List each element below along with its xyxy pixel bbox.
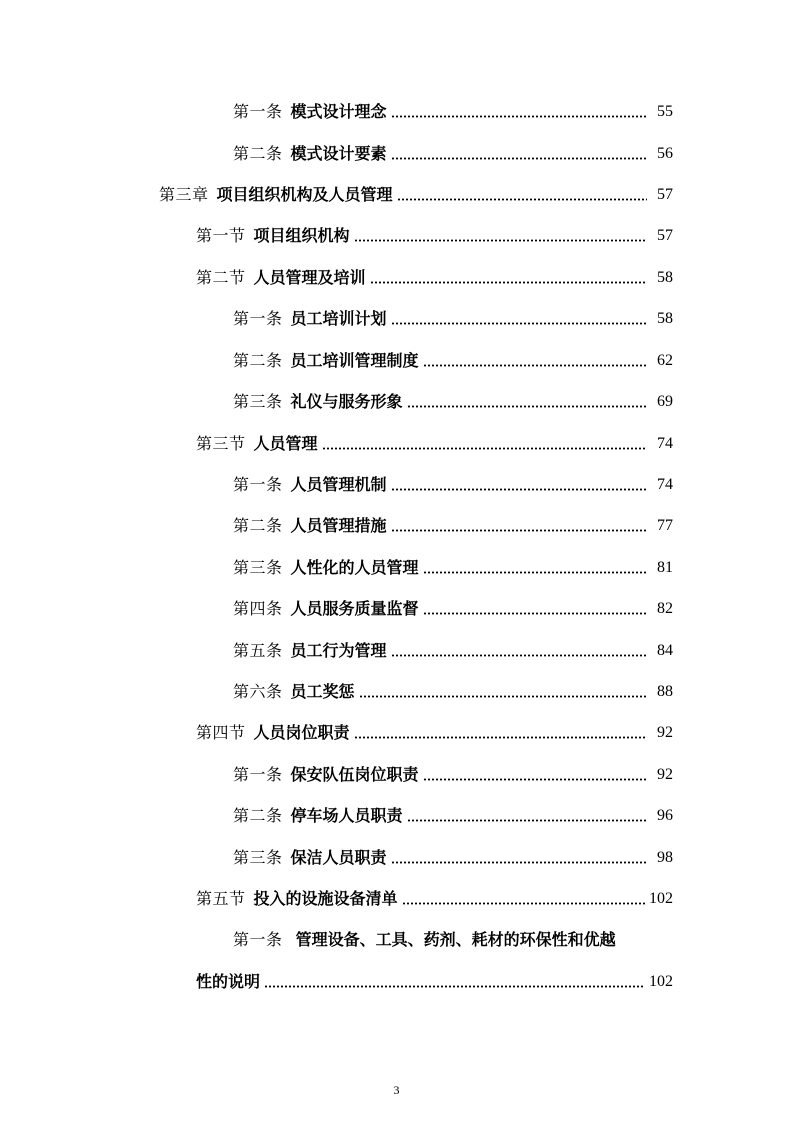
toc-entry-page: 92 — [657, 724, 673, 741]
dot-leader — [423, 364, 647, 367]
dot-leader — [423, 612, 647, 615]
toc-entry-section[interactable] — [196, 262, 673, 288]
dot-leader — [423, 571, 647, 574]
toc-entry-number: 第二条 — [233, 516, 283, 535]
dot-leader — [391, 488, 647, 491]
toc-entry-page: 69 — [657, 393, 673, 410]
toc-entry-number: 第一节 — [196, 226, 246, 245]
toc-entry-title: 保洁人员职责 — [290, 848, 387, 867]
toc-entry-title: 人性化的人员管理 — [290, 558, 419, 577]
toc-entry[interactable] — [233, 800, 673, 826]
toc-entry[interactable] — [233, 138, 673, 164]
toc-entry-number: 第四节 — [196, 723, 246, 742]
toc-entry-title: 员工奖惩 — [290, 682, 355, 701]
toc-entry-chapter[interactable] — [159, 179, 673, 205]
toc-entry-page: 57 — [657, 227, 673, 244]
toc-entry-number: 第一条 — [233, 102, 283, 121]
toc-entry-section[interactable] — [196, 428, 673, 454]
toc-entry-number: 第一条 — [233, 765, 283, 784]
toc-entry-title: 项目组织机构 — [253, 226, 350, 245]
toc-entry-wrapped-continuation[interactable] — [196, 966, 673, 992]
toc-entry-number: 第二节 — [196, 268, 246, 287]
page-number: 3 — [393, 1083, 400, 1097]
toc-entry-number: 第六条 — [233, 682, 283, 701]
toc-entry-title: 人员管理机制 — [290, 475, 387, 494]
dot-leader — [264, 985, 645, 988]
toc-entry[interactable] — [233, 842, 673, 868]
dot-leader — [322, 447, 647, 450]
toc-entry-title: 人员服务质量监督 — [290, 599, 419, 618]
toc-entry-page: 58 — [657, 310, 673, 327]
dot-leader — [402, 902, 645, 905]
toc-entry-section[interactable] — [196, 220, 673, 246]
toc-entry-page: 82 — [657, 600, 673, 617]
dot-leader — [391, 861, 647, 864]
toc-entry-page: 102 — [649, 890, 673, 907]
toc-entry-number: 第三条 — [233, 558, 283, 577]
toc-entry-title: 礼仪与服务形象 — [290, 392, 403, 411]
toc-entry-title: 人员岗位职责 — [253, 723, 350, 742]
toc-entry-number: 第一条 — [233, 930, 283, 949]
toc-entry[interactable] — [233, 635, 673, 661]
toc-entry-title: 员工培训计划 — [290, 309, 387, 328]
toc-entry-title: 员工培训管理制度 — [290, 351, 419, 370]
toc-entry[interactable] — [233, 303, 673, 329]
toc-entry-section[interactable] — [196, 883, 673, 909]
toc-entry-page: 55 — [657, 103, 673, 120]
toc-entry-page: 56 — [657, 145, 673, 162]
toc-entry-section[interactable] — [196, 717, 673, 743]
dot-leader — [391, 157, 647, 160]
dot-leader — [391, 529, 647, 532]
toc-entry-number: 第三条 — [233, 848, 283, 867]
toc-entry-title: 投入的设施设备清单 — [253, 889, 398, 908]
toc-entry-wrapped-first-line[interactable] — [233, 930, 616, 950]
toc-entry-number: 第五节 — [196, 889, 246, 908]
toc-entry-page: 88 — [657, 683, 673, 700]
toc-entry[interactable] — [233, 469, 673, 495]
toc-entry-number: 第三章 — [159, 185, 209, 204]
toc-entry-title: 人员管理 — [253, 434, 318, 453]
toc-entry-page: 81 — [657, 559, 673, 576]
dot-leader — [354, 736, 647, 739]
toc-entry[interactable] — [233, 676, 673, 702]
toc-entry[interactable] — [233, 510, 673, 536]
toc-entry[interactable] — [233, 759, 673, 785]
toc-entry-page: 84 — [657, 642, 673, 659]
toc-entry-number: 第一条 — [233, 475, 283, 494]
toc-entry-title: 项目组织机构及人员管理 — [216, 185, 393, 204]
dot-leader — [391, 115, 647, 118]
toc-entry-title: 保安队伍岗位职责 — [290, 765, 419, 784]
toc-entry-page: 74 — [657, 476, 673, 493]
toc-entry-page: 98 — [657, 849, 673, 866]
dot-leader — [359, 695, 647, 698]
toc-entry-number: 第五条 — [233, 641, 283, 660]
dot-leader — [423, 778, 647, 781]
toc-entry-title: 人员管理措施 — [290, 516, 387, 535]
dot-leader — [407, 819, 647, 822]
toc-entry-page: 77 — [657, 517, 673, 534]
toc-entry-page: 57 — [657, 186, 673, 203]
toc-entry-page: 58 — [657, 269, 673, 286]
toc-entry-number: 第二条 — [233, 144, 283, 163]
toc-entry-title: 模式设计要素 — [290, 144, 387, 163]
toc-entry[interactable] — [233, 386, 673, 412]
toc-entry-page: 102 — [649, 973, 673, 990]
toc-entry-title: 性的说明 — [196, 972, 261, 991]
dot-leader — [354, 239, 647, 242]
toc-entry-number: 第三条 — [233, 392, 283, 411]
toc-entry-title: 人员管理及培训 — [253, 268, 366, 287]
dot-leader — [391, 654, 647, 657]
toc-entry-number: 第二条 — [233, 806, 283, 825]
toc-entry-number: 第三节 — [196, 434, 246, 453]
toc-entry-title: 管理设备、工具、药剂、耗材的环保性和优越 — [295, 930, 616, 949]
toc-entry-number: 第二条 — [233, 351, 283, 370]
toc-entry[interactable] — [233, 593, 673, 619]
toc-entry-title: 模式设计理念 — [290, 102, 387, 121]
toc-entry[interactable] — [233, 345, 673, 371]
dot-leader — [370, 281, 647, 284]
dot-leader — [407, 405, 647, 408]
dot-leader — [397, 198, 647, 201]
toc-entry-title: 员工行为管理 — [290, 641, 387, 660]
toc-entry-page: 92 — [657, 766, 673, 783]
toc-entry-title: 停车场人员职责 — [290, 806, 403, 825]
toc-entry-page: 62 — [657, 352, 673, 369]
toc-entry-number: 第一条 — [233, 309, 283, 328]
toc-entry-page: 96 — [657, 807, 673, 824]
toc-entry-number: 第四条 — [233, 599, 283, 618]
toc-entry[interactable] — [233, 552, 673, 578]
toc-entry[interactable] — [233, 96, 673, 122]
toc-entry-page: 74 — [657, 435, 673, 452]
dot-leader — [391, 322, 647, 325]
